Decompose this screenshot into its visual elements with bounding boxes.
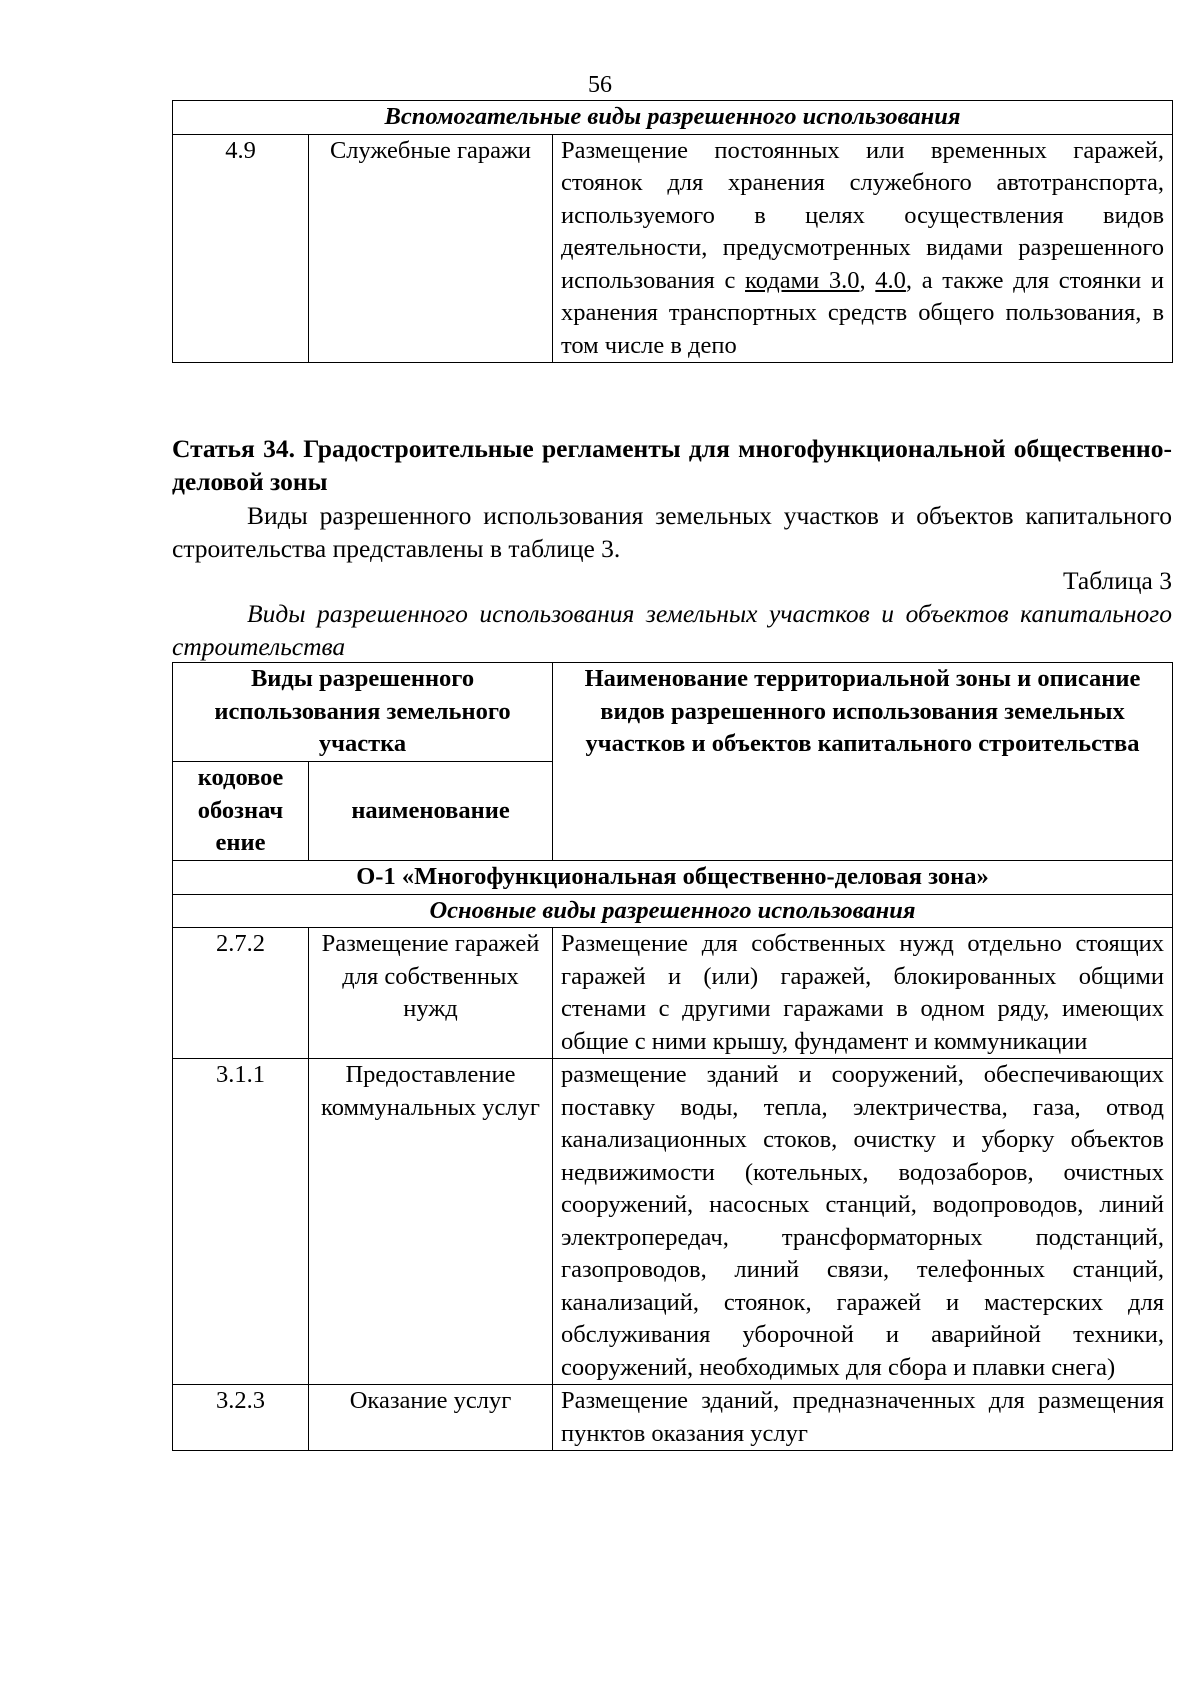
zone-title: О-1 «Многофункциональная общественно-деловая зона» [173, 861, 1173, 895]
auxiliary-section-title: Вспомогательные виды разрешенного использования [173, 101, 1173, 135]
description-prefix: использования с [561, 266, 746, 294]
description-line: общего пользования, в том числе в депо [561, 299, 1165, 359]
main-section-title: Основные виды разрешенного использования [173, 894, 1173, 928]
row-code: 3.1.1 [173, 1059, 309, 1385]
row-description: Размещение для собственных нужд отдельно стоящих гаражей и (или) гаражей, блокированных общими стенами с другими гаражами в одном ряду, имеющих общие с ними крышу, фундамент и коммуникации [553, 928, 1173, 1059]
row-name: Служебные гаражи [309, 134, 553, 363]
permitted-uses-table [172, 662, 1173, 1451]
link-codes-3-0[interactable]: кодами 3.0 [745, 266, 860, 294]
description-sep: , [859, 266, 876, 294]
header-code: кодовое обознач ение [173, 762, 309, 861]
description-line: предусмотренных видами разрешенного [722, 234, 1165, 261]
row-code: 4.9 [173, 134, 309, 363]
article-text: Виды разрешенного использования земельных участков и объектов капитального строительства представлены в таблице 3. [172, 501, 1172, 563]
header-description: Наименование территориальной зоны и описание видов разрешенного использования земельных участков и объектов капитального строительства [553, 663, 1173, 861]
table-row [173, 1059, 1173, 1385]
table-row [173, 1385, 1173, 1451]
row-description: Размещение зданий, предназначенных для размещения пунктов оказания услуг [553, 1385, 1173, 1451]
page-number: 56 [588, 72, 612, 98]
auxiliary-uses-table [172, 100, 1173, 363]
article-title: Статья 34. Градостроительные регламенты для многофункциональной общественно-деловой зоны [172, 434, 1172, 496]
table-row [173, 134, 1173, 363]
description-line: осуществления видов деятельности, [561, 201, 1165, 261]
description-line: Размещение постоянных или временных [561, 136, 1047, 164]
description-line: гаражей, стоянок для хранения служебного [561, 136, 1165, 196]
row-code: 2.7.2 [173, 928, 309, 1059]
row-name: Предоставление коммунальных услуг [309, 1059, 553, 1385]
header-group: Виды разрешенного использования земельного участка [173, 663, 553, 762]
description-line: стоянки и хранения транспортных средств [561, 266, 1165, 326]
description-line: автотранспорта, используемого в целях [561, 169, 1165, 229]
row-description [553, 134, 1173, 363]
row-name: Размещение гаражей для собственных нужд [309, 928, 553, 1059]
table-subcaption: Виды разрешенного использования земельных участков и объектов капитального строительства [172, 599, 1172, 661]
header-name: наименование [309, 762, 553, 861]
link-code-4-0[interactable]: 4.0 [875, 266, 906, 294]
row-code: 3.2.3 [173, 1385, 309, 1451]
row-description: размещение зданий и сооружений, обеспечивающих поставку воды, тепла, электричества, газа, отвод канализационных стоков, очистку и уборку объектов недвижимости (котельных, водозаборов, очистных сооружений, насосных станций, водопроводов, линий электропередач, трансформаторных подстанций, газопроводов, линий связи, телефонных станций, канализаций, стоянок, гаражей и мастерских для обслуживания уборочной и аварийной техники, сооружений, необходимых для сбора и плавки снега) [553, 1059, 1173, 1385]
table-row [173, 928, 1173, 1059]
description-suffix: , а также для [905, 266, 1050, 294]
row-name: Оказание услуг [309, 1385, 553, 1451]
table-caption: Таблица 3 [1062, 566, 1172, 595]
